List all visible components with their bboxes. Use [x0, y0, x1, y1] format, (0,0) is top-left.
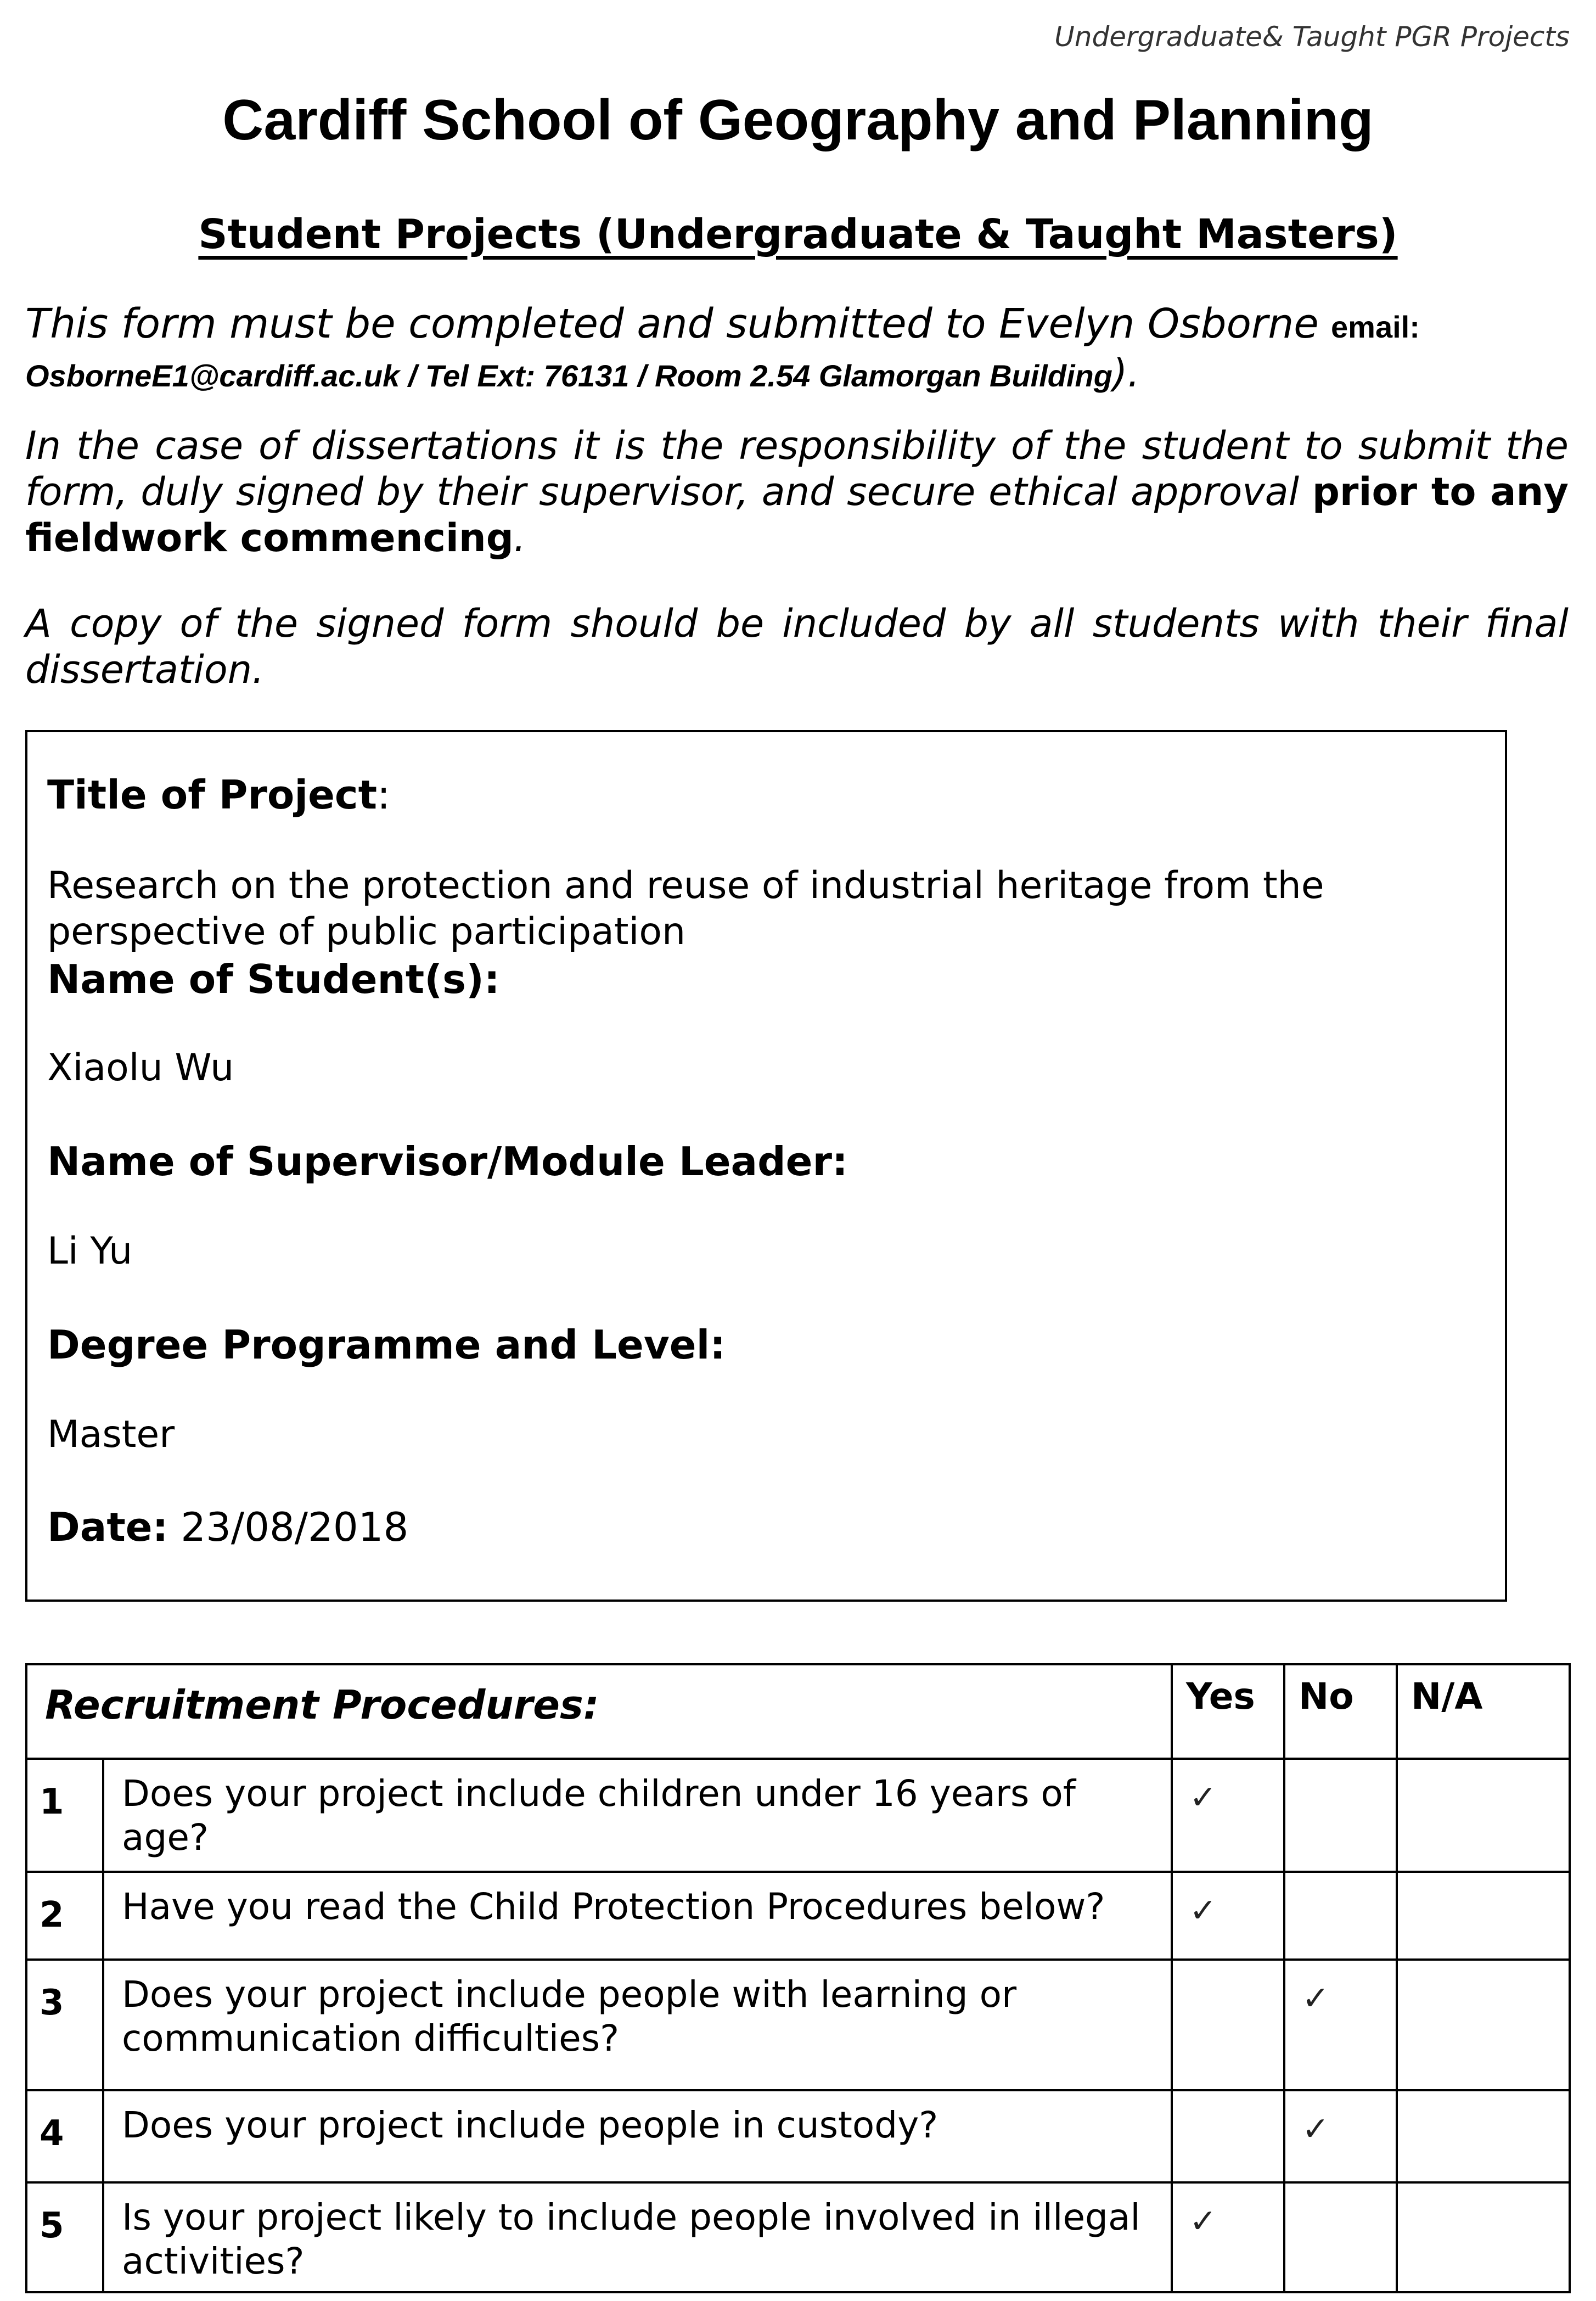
table-row	[26, 1872, 1570, 1960]
instructions-paragraph-3: A copy of the signed form should be included by all students with their final dissertation.	[25, 601, 1569, 692]
answer-na-cell[interactable]	[1397, 1872, 1570, 1960]
student-name-value: Xiaolu Wu	[47, 1046, 234, 1090]
column-header-yes: Yes	[1172, 1664, 1284, 1759]
supervisor-name-label: Name of Supervisor/Module Leader:	[47, 1138, 848, 1185]
answer-yes-cell[interactable]: ✓	[1172, 1872, 1284, 1960]
project-info-box	[25, 730, 1507, 1602]
answer-na-cell[interactable]	[1397, 2090, 1570, 2182]
answer-yes-cell[interactable]: ✓	[1172, 1759, 1284, 1872]
column-header-no: No	[1284, 1664, 1397, 1759]
date-field	[47, 1504, 1419, 1550]
question-number: 1	[26, 1759, 103, 1872]
answer-na-cell[interactable]	[1397, 1960, 1570, 2090]
answer-no-cell[interactable]	[1284, 1872, 1397, 1960]
instructions-submit-text: This form must be completed and submitted to Evelyn Osborne	[25, 300, 1319, 347]
project-title-label	[47, 772, 390, 818]
instructions-contact-end: ).	[1112, 351, 1140, 396]
degree-programme-label: Degree Programme and Level:	[47, 1322, 726, 1368]
instructions-paragraph-1	[25, 301, 1569, 399]
page-subtitle: Student Projects (Undergraduate & Taught Masters)	[198, 211, 1398, 258]
question-number: 4	[26, 2090, 103, 2182]
instructions-email-label: email:	[1331, 310, 1420, 344]
question-text: Does your project include people in custody?	[103, 2090, 1172, 2182]
question-number: 2	[26, 1872, 103, 1960]
recruitment-procedures-table	[25, 1663, 1571, 2293]
answer-na-cell[interactable]	[1397, 1759, 1570, 1872]
table-row	[26, 2182, 1570, 2292]
supervisor-name-value: Li Yu	[47, 1230, 133, 1273]
instructions-paragraph-2	[25, 423, 1569, 561]
answer-no-cell[interactable]	[1284, 1759, 1397, 1872]
degree-programme-value: Master	[47, 1413, 175, 1456]
instructions-responsibility-text: In the case of dissertations it is the responsibility of the student to submit the form, duly signed by their supervisor, and secure ethical approval	[25, 423, 1569, 514]
table-row	[26, 1960, 1570, 2090]
question-text: Is your project likely to include people involved in illegal activities?	[103, 2182, 1172, 2292]
project-title-value: Research on the protection and reuse of industrial heritage from the perspective of public participation	[47, 864, 1324, 953]
column-header-na: N/A	[1397, 1664, 1570, 1759]
answer-no-cell[interactable]: ✓	[1284, 1960, 1397, 2090]
table-header-row	[26, 1664, 1570, 1759]
question-text: Have you read the Child Protection Procedures below?	[103, 1872, 1172, 1960]
answer-yes-cell[interactable]	[1172, 2090, 1284, 2182]
answer-no-cell[interactable]: ✓	[1284, 2090, 1397, 2182]
project-title-label-text: Title of Project	[47, 772, 377, 818]
table-row	[26, 2090, 1570, 2182]
table-row	[26, 1759, 1570, 1872]
question-text: Does your project include people with learning or communication difficulties?	[103, 1960, 1172, 2090]
recruitment-procedures-title: Recruitment Procedures:	[26, 1664, 1172, 1759]
instructions-contact-details: OsborneE1@cardiff.ac.uk / Tel Ext: 76131 / Room 2.54 Glamorgan Building	[25, 358, 1112, 393]
instructions-responsibility-end: .	[513, 515, 526, 560]
answer-yes-cell[interactable]	[1172, 1960, 1284, 2090]
student-name-label: Name of Student(s):	[47, 956, 500, 1002]
answer-no-cell[interactable]	[1284, 2182, 1397, 2292]
question-text: Does your project include children under 16 years of age?	[103, 1759, 1172, 1872]
answer-yes-cell[interactable]: ✓	[1172, 2182, 1284, 2292]
project-title-label-colon: :	[377, 772, 391, 818]
answer-na-cell[interactable]	[1397, 2182, 1570, 2292]
question-number: 3	[26, 1960, 103, 2090]
page-title: Cardiff School of Geography and Planning	[222, 88, 1374, 152]
header-note: Undergraduate& Taught PGR Projects	[1054, 21, 1570, 53]
question-number: 5	[26, 2182, 103, 2292]
instructions-fieldwork-emphasis: prior to any fieldwork commencing	[25, 469, 1569, 560]
date-value: 23/08/2018	[181, 1504, 409, 1550]
date-label: Date:	[47, 1504, 168, 1550]
